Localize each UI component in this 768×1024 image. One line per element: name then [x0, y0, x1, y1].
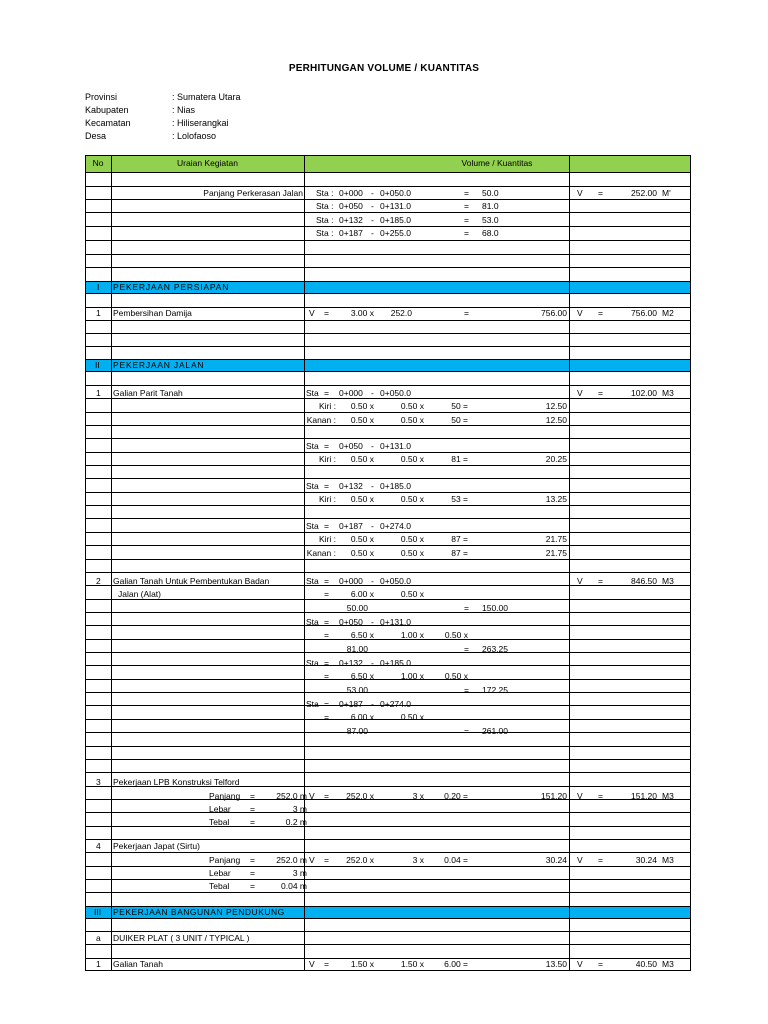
grid-line — [85, 944, 691, 945]
galian-tanah-res: 13.50 — [545, 959, 567, 969]
section-1-no: I — [97, 282, 100, 292]
pembersihan-eq2: = — [464, 308, 469, 318]
grid-line — [85, 371, 691, 372]
galian-tanah-vv: V — [577, 959, 583, 969]
grid-line — [85, 652, 691, 653]
info-value-district: : Hiliserangkai — [172, 118, 229, 128]
badan-sta-dash: - — [371, 658, 374, 668]
parit-side: Kiri : — [319, 454, 336, 465]
grid-line — [85, 385, 691, 386]
pembersihan-a: 3.00 x — [350, 308, 374, 318]
badan-eq: = — [324, 630, 329, 641]
header-uraian: Uraian Kegiatan — [177, 158, 238, 168]
panjang-sta-dash: - — [371, 214, 374, 225]
parit-result: 13.25 — [545, 494, 567, 505]
lpb-unit: M3 — [662, 791, 674, 801]
parit-side: Kanan : — [306, 547, 336, 558]
panjang-value: 50.0 — [482, 188, 499, 198]
grid-line — [85, 612, 691, 613]
grid-line — [85, 759, 691, 760]
badan-dim-a: 6.00 x — [350, 712, 374, 723]
grid-line — [85, 452, 691, 453]
galian-tanah-label: Galian Tanah — [113, 959, 163, 969]
badan-length: 87.00 — [346, 725, 368, 736]
badan-sta-from: 0+187 — [339, 699, 363, 709]
galian-badan-no: 2 — [96, 576, 101, 586]
galian-parit-vv: V — [577, 388, 583, 398]
grid-line — [85, 333, 691, 334]
panjang-sta-to: 0+255.0 — [380, 227, 411, 238]
badan-result: 261.00 — [482, 725, 508, 736]
panjang-total: 252.00 — [631, 188, 657, 198]
grid-line — [85, 812, 691, 813]
lpb-dim-value: 0.2 m — [285, 817, 307, 827]
panjang-sta-label: Sta : — [316, 214, 334, 225]
panjang-value: 53.0 — [482, 214, 499, 225]
panjang-sta-to: 0+185.0 — [380, 214, 411, 225]
japat-dim-eq: = — [250, 881, 255, 891]
grid-column-line — [304, 155, 305, 970]
info-value-regency: : Nias — [172, 105, 196, 115]
parit-sta-dash: - — [371, 388, 374, 398]
parit-sta-label: Sta — [306, 441, 319, 451]
grid-line — [85, 293, 691, 294]
grid-line — [85, 240, 691, 241]
grid-line — [85, 866, 691, 867]
grid-column-line — [111, 155, 112, 970]
galian-tanah-v: V — [309, 959, 315, 969]
panjang-eq: = — [464, 188, 469, 198]
parit-dim-a: 0.50 x — [350, 547, 374, 558]
grid-line — [85, 518, 691, 519]
badan-sta-label: Sta — [306, 576, 319, 586]
badan-length: 81.00 — [346, 643, 368, 654]
grid-line — [85, 172, 691, 173]
info-label-village: Desa — [85, 131, 107, 141]
grid-line — [85, 478, 691, 479]
lpb-dim-key: Panjang — [209, 791, 241, 801]
japat-c: 0.04 = — [444, 855, 468, 865]
parit-dim-b: 0.50 x — [400, 401, 424, 412]
grid-line — [85, 852, 691, 853]
lpb-total: 151.20 — [631, 791, 657, 801]
grid-column-line — [85, 155, 86, 970]
grid-line — [85, 492, 691, 493]
parit-sta-to: 0+274.0 — [380, 521, 411, 531]
grid-line — [85, 532, 691, 533]
parit-side: Kiri : — [319, 534, 336, 545]
parit-side: Kanan : — [306, 414, 336, 425]
japat-unit: M3 — [662, 855, 674, 865]
lpb-no: 3 — [96, 777, 101, 787]
parit-length: 87 = — [451, 547, 468, 558]
badan-sta-eq: = — [324, 658, 329, 668]
parit-length: 50 = — [451, 414, 468, 425]
japat-eq: = — [324, 855, 329, 865]
info-label-regency: Kabupaten — [85, 105, 129, 115]
badan-length: 50.00 — [346, 602, 368, 613]
badan-eq-result: = — [464, 684, 469, 695]
grid-line — [85, 438, 691, 439]
badan-sta-dash: - — [371, 699, 374, 709]
parit-length: 81 = — [451, 454, 468, 465]
galian-tanah-b: 1.50 x — [400, 959, 424, 969]
parit-dim-b: 0.50 x — [400, 494, 424, 505]
japat-b: 3 x — [412, 855, 424, 865]
parit-dim-a: 0.50 x — [350, 414, 374, 425]
section-3-no: III — [94, 907, 102, 917]
badan-eq-result: = — [464, 602, 469, 613]
lpb-dim-key: Tebal — [209, 817, 230, 827]
galian-tanah-veq: = — [598, 959, 603, 969]
panjang-sta-label: Sta : — [316, 188, 334, 198]
parit-sta-dash: - — [371, 441, 374, 451]
parit-dim-b: 0.50 x — [400, 414, 424, 425]
lpb-vv: V — [577, 791, 583, 801]
parit-dim-b: 0.50 x — [400, 534, 424, 545]
galian-badan-label1: Galian Tanah Untuk Pembentukan Badan — [113, 576, 270, 586]
info-value-province: : Sumatera Utara — [172, 92, 241, 102]
badan-sta-from: 0+050 — [339, 617, 363, 627]
japat-v: V — [309, 855, 315, 865]
galian-tanah-eq: = — [324, 959, 329, 969]
badan-dim-c: 0.50 x — [444, 630, 468, 641]
panjang-eq: = — [464, 201, 469, 212]
panjang-eq: = — [464, 214, 469, 225]
japat-a: 252.0 x — [346, 855, 374, 865]
badan-dim-b: 1.00 x — [400, 671, 424, 682]
parit-sta-from: 0+000 — [339, 388, 363, 398]
parit-result: 21.75 — [545, 534, 567, 545]
lpb-a: 252.0 x — [346, 791, 374, 801]
grid-line — [85, 346, 691, 347]
grid-line — [85, 155, 691, 156]
badan-dim-c: 0.50 x — [444, 671, 468, 682]
badan-eq-result: = — [464, 643, 469, 654]
grid-line — [85, 692, 691, 693]
parit-dim-b: 0.50 x — [400, 547, 424, 558]
parit-dim-a: 0.50 x — [350, 534, 374, 545]
grid-line — [85, 892, 691, 893]
grid-line — [85, 226, 691, 227]
lpb-dim-eq: = — [250, 791, 255, 801]
badan-sta-label: Sta — [306, 699, 319, 709]
lpb-dim-eq: = — [250, 817, 255, 827]
grid-column-line — [690, 155, 691, 970]
parit-sta-to: 0+185.0 — [380, 481, 411, 491]
parit-sta-eq: = — [324, 441, 329, 451]
lpb-dim-eq: = — [250, 804, 255, 814]
galian-tanah-unit: M3 — [662, 959, 674, 969]
parit-sta-dash: - — [371, 521, 374, 531]
grid-column-line — [569, 155, 570, 970]
panjang-sta-to: 0+050.0 — [380, 188, 411, 198]
grid-line — [85, 746, 691, 747]
lpb-res: 151.20 — [541, 791, 567, 801]
badan-eq-result: = — [464, 725, 469, 736]
badan-length: 53.00 — [346, 684, 368, 695]
lpb-dim-key: Lebar — [209, 804, 231, 814]
section-2-label: PEKERJAAN JALAN — [113, 360, 205, 370]
panjang-underline — [338, 254, 380, 255]
galian-tanah-a: 1.50 x — [350, 959, 374, 969]
badan-sta-to: 0+185.0 — [380, 658, 411, 668]
badan-dim-b: 1.00 x — [400, 630, 424, 641]
grid-line — [85, 879, 691, 880]
parit-sta-from: 0+132 — [339, 481, 363, 491]
japat-dim-value: 252.0 m — [276, 855, 307, 865]
galian-tanah-c: 6.00 = — [444, 959, 468, 969]
galian-tanah-total: 40.50 — [635, 959, 657, 969]
pembersihan-unit: M2 — [662, 308, 674, 318]
badan-sta-label: Sta — [306, 617, 319, 627]
lpb-b: 3 x — [412, 791, 424, 801]
grid-line — [85, 199, 691, 200]
japat-res: 30.24 — [545, 855, 567, 865]
badan-sta-label: Sta — [306, 658, 319, 668]
badan-result: 263.25 — [482, 643, 508, 654]
section-1-label: PEKERJAAN PERSIAPAN — [113, 282, 230, 292]
galian-parit-label: Galian Parit Tanah — [113, 388, 183, 398]
panjang-underline — [417, 254, 467, 255]
parit-result: 21.75 — [545, 547, 567, 558]
badan-result: 172.25 — [482, 684, 508, 695]
grid-line — [85, 918, 691, 919]
pembersihan-b: 252.0 — [390, 308, 412, 318]
parit-result: 20.25 — [545, 454, 567, 465]
page-title: PERHITUNGAN VOLUME / KUANTITAS — [288, 63, 480, 74]
japat-dim-eq: = — [250, 855, 255, 865]
lpb-v: V — [309, 791, 315, 801]
panjang-sta-label: Sta : — [316, 201, 334, 212]
parit-dim-b: 0.50 x — [400, 454, 424, 465]
japat-label: Pekerjaan Japat (Sirtu) — [113, 841, 200, 851]
header-no: No — [92, 158, 104, 168]
badan-sta-eq: = — [324, 576, 329, 586]
parit-dim-a: 0.50 x — [350, 494, 374, 505]
badan-sta-dash: - — [371, 576, 374, 586]
pembersihan-vv: V — [577, 308, 583, 318]
japat-dim-key: Panjang — [209, 855, 241, 865]
panjang-sta-dash: - — [371, 188, 374, 198]
panjang-value: 68.0 — [482, 227, 499, 238]
grid-line — [85, 572, 691, 573]
pembersihan-label: Pembersihan Damija — [113, 308, 192, 318]
galian-badan-label2: Jalan (Alat) — [118, 589, 161, 599]
panjang-sta-dash: - — [371, 227, 374, 238]
parit-length: 87 = — [451, 534, 468, 545]
grid-line — [85, 254, 691, 255]
panjang-v: V — [577, 188, 583, 198]
galian-parit-no: 1 — [96, 388, 101, 398]
badan-sta-to: 0+131.0 — [380, 617, 411, 627]
pembersihan-v: V — [309, 308, 315, 318]
parit-sta-eq: = — [324, 521, 329, 531]
parit-dim-a: 0.50 x — [350, 454, 374, 465]
badan-dim-a: 6.50 x — [350, 630, 374, 641]
panjang-value: 81.0 — [482, 201, 499, 212]
grid-line — [85, 839, 691, 840]
parit-sta-from: 0+050 — [339, 441, 363, 451]
parit-sta-label: Sta — [306, 481, 319, 491]
badan-dim-a: 6.50 x — [350, 671, 374, 682]
galian-badan-unit: M3 — [662, 576, 674, 586]
lpb-c: 0.20 = — [444, 791, 468, 801]
badan-dim-b: 0.50 x — [400, 712, 424, 723]
parit-sta-label: Sta — [306, 388, 319, 398]
lpb-dim-value: 252.0 m — [276, 791, 307, 801]
parit-side: Kiri : — [319, 494, 336, 505]
panjang-sta-to: 0+131.0 — [380, 201, 411, 212]
grid-line — [85, 931, 691, 932]
panjang-sta-from: 0+187 — [339, 227, 363, 238]
parit-side: Kiri : — [319, 401, 336, 412]
parit-dim-a: 0.50 x — [350, 401, 374, 412]
panjang-sta-from: 0+000 — [339, 188, 363, 198]
japat-no: 4 — [96, 841, 101, 851]
japat-vv: V — [577, 855, 583, 865]
badan-sta-from: 0+132 — [339, 658, 363, 668]
panjang-sta-dash: - — [371, 201, 374, 212]
parit-result: 12.50 — [545, 401, 567, 412]
japat-dim-value: 3 m — [292, 868, 307, 878]
badan-dim-b: 0.50 x — [400, 589, 424, 600]
grid-line — [85, 732, 691, 733]
header-volume: Volume / Kuantitas — [461, 158, 533, 168]
japat-dim-value: 0.04 m — [281, 881, 307, 891]
parit-sta-eq: = — [324, 481, 329, 491]
japat-dim-eq: = — [250, 868, 255, 878]
pembersihan-eq: = — [324, 308, 329, 318]
parit-sta-from: 0+187 — [339, 521, 363, 531]
duiker-no: a — [96, 933, 101, 943]
japat-dim-key: Tebal — [209, 881, 230, 891]
lpb-eq: = — [324, 791, 329, 801]
panjang-veq: = — [598, 188, 603, 198]
duiker-label: DUIKER PLAT ( 3 UNIT / TYPICAL ) — [113, 933, 250, 943]
info-label-district: Kecamatan — [85, 118, 131, 128]
pembersihan-res: 756.00 — [541, 308, 567, 318]
grid-line — [85, 826, 691, 827]
badan-sta-to: 0+274.0 — [380, 699, 411, 709]
badan-sta-eq: = — [324, 617, 329, 627]
panjang-sta-from: 0+050 — [339, 201, 363, 212]
section-2-no: II — [95, 360, 100, 370]
parit-sta-eq: = — [324, 388, 329, 398]
grid-line — [85, 267, 691, 268]
grid-line — [85, 186, 691, 187]
parit-sta-to: 0+131.0 — [380, 441, 411, 451]
badan-sta-dash: - — [371, 617, 374, 627]
lpb-veq: = — [598, 791, 603, 801]
galian-badan-total: 846.50 — [631, 576, 657, 586]
parit-result: 12.50 — [545, 414, 567, 425]
pembersihan-no: 1 — [96, 308, 101, 318]
japat-veq: = — [598, 855, 603, 865]
galian-tanah-no: 1 — [96, 959, 101, 969]
parit-sta-to: 0+050.0 — [380, 388, 411, 398]
parit-sta-label: Sta — [306, 521, 319, 531]
badan-result: 150.00 — [482, 602, 508, 613]
badan-sta-to: 0+050.0 — [380, 576, 411, 586]
badan-eq: = — [324, 671, 329, 682]
info-value-village: : Lolofaoso — [172, 131, 217, 141]
badan-sta-from: 0+000 — [339, 576, 363, 586]
grid-line — [85, 970, 691, 971]
section-3-label: PEKERJAAN BANGUNAN PENDUKUNG — [113, 907, 285, 917]
galian-parit-total: 102.00 — [631, 388, 657, 398]
panjang-unit: M' — [662, 188, 671, 198]
info-label-province: Provinsi — [85, 92, 118, 102]
grid-line — [85, 772, 691, 773]
galian-parit-veq: = — [598, 388, 603, 398]
panjang-eq: = — [464, 227, 469, 238]
badan-dim-a: 6.00 x — [350, 589, 374, 600]
panjang-label: Panjang Perkerasan Jalan — [203, 188, 303, 198]
grid-line — [85, 320, 691, 321]
badan-eq: = — [324, 712, 329, 723]
pembersihan-veq: = — [598, 308, 603, 318]
pembersihan-total: 756.00 — [631, 308, 657, 318]
badan-sta-eq: = — [324, 699, 329, 709]
galian-badan-vv: V — [577, 576, 583, 586]
lpb-label: Pekerjaan LPB Konstruksi Telford — [113, 777, 240, 787]
japat-dim-key: Lebar — [209, 868, 231, 878]
panjang-sta-from: 0+132 — [339, 214, 363, 225]
grid-line — [85, 559, 691, 560]
parit-length: 50 = — [451, 401, 468, 412]
lpb-dim-value: 3 m — [292, 804, 307, 814]
badan-eq: = — [324, 589, 329, 600]
galian-badan-veq: = — [598, 576, 603, 586]
panjang-sta-label: Sta : — [316, 227, 334, 238]
parit-sta-dash: - — [371, 481, 374, 491]
parit-length: 53 = — [451, 494, 468, 505]
galian-parit-unit: M3 — [662, 388, 674, 398]
japat-total: 30.24 — [635, 855, 657, 865]
